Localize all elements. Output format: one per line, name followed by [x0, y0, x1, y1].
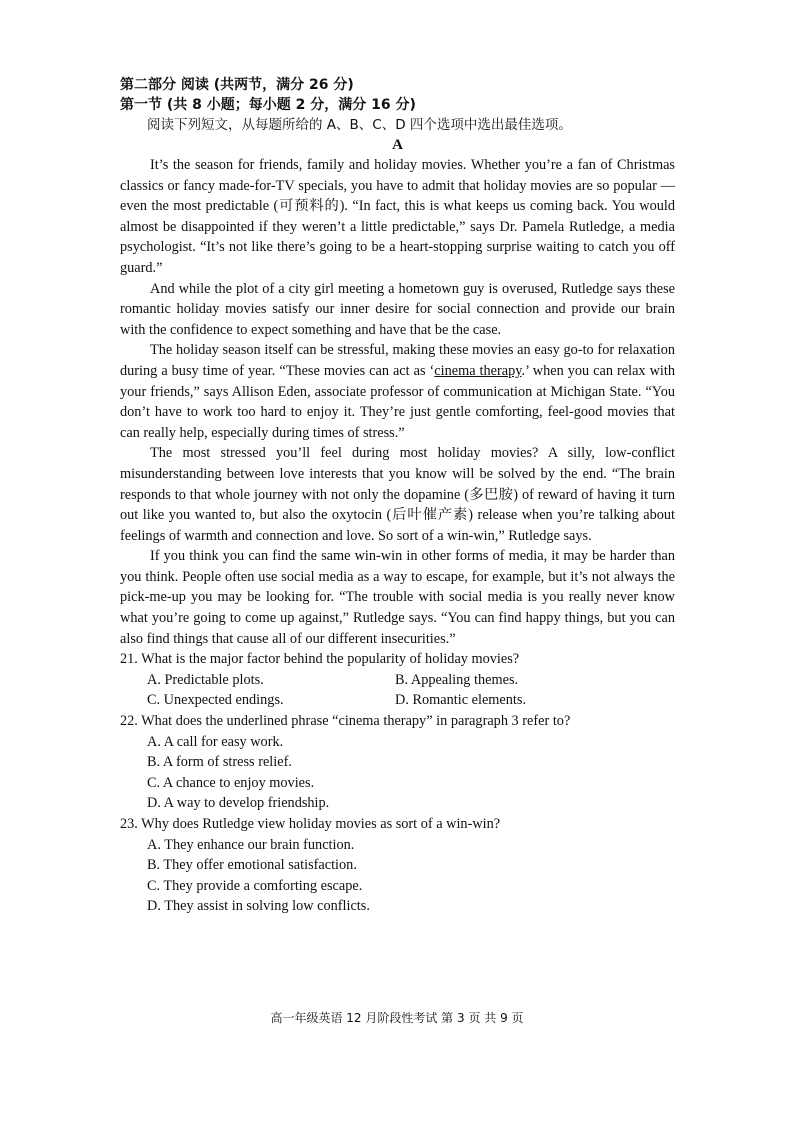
option-a: A. A call for easy work.: [147, 733, 284, 750]
underlined-phrase: cinema therapy: [434, 362, 522, 379]
paragraph-1: It’s the season for friends, family and holiday movies. Whether you’re a fan of Christmas classics or fancy made-for-TV specials, you have to admit that holiday movies are so popular — even the most predictable (可预料的). “In fact, this is what keeps us coming back. You would almost be disappointed if they weren’t a little predictable,” says Dr. Pamela Rutledge, a media psychologist. “It’s not like there’s going to be a heart-stopping surprise waiting to catch you off guard.”: [120, 157, 675, 276]
option-c: C. A chance to enjoy movies.: [147, 774, 315, 791]
question-stem: 22. What does the underlined phrase “cinema therapy” in paragraph 3 refer to?: [120, 713, 571, 730]
option-b: B. A form of stress relief.: [147, 754, 292, 771]
instruction: 阅读下列短文，从每题所给的 A、B、C、D 四个选项中选出最佳选项。: [147, 117, 572, 133]
option-d: D. Romantic elements.: [395, 692, 527, 709]
option-b: B. They offer emotional satisfaction.: [147, 857, 357, 874]
passage-label: A: [392, 137, 403, 153]
options-list: [120, 732, 675, 814]
option-c: C. They provide a comforting escape.: [147, 877, 363, 894]
question-22: [120, 711, 675, 814]
option-a: A. They enhance our brain function.: [147, 836, 355, 853]
option-b: B. Appealing themes.: [395, 671, 519, 688]
option-d: D. They assist in solving low conflicts.: [147, 898, 370, 915]
paragraph-5: If you think you can find the same win-win in other forms of media, it may be harder than you think. People often use social media as a way to escape, for example, but it’s not always the pick-me-up you may be looking for. “The trouble with social media is you really never know what you’re going to come up against,” Rutledge says. “You can find happy things, but you can also find things that cause all of our different insecurities.”: [120, 548, 675, 647]
option-d: D. A way to develop friendship.: [147, 795, 330, 812]
section-title: 第一节 (共 8 小题；每小题 2 分，满分 16 分): [120, 97, 416, 113]
options-list: [120, 835, 675, 917]
paragraph-3: [120, 340, 675, 443]
part-title: 第二部分 阅读 (共两节，满分 26 分): [120, 77, 354, 93]
options-grid: [120, 670, 675, 711]
question-stem: 23. Why does Rutledge view holiday movies as sort of a win-win?: [120, 816, 501, 832]
paragraph-3-text-after: .’ when you can relax with your friends,” says Allison Eden, associate professor of communication at Michigan State. “You don’t have to work too hard to enjoy it. They’re just gentle comforting, feel-good movies that can really help, especially during times of stress.”: [120, 362, 675, 441]
page-content: [120, 75, 675, 917]
page-footer: 高一年级英语 12 月阶段性考试 第 3 页 共 9 页: [270, 1011, 524, 1025]
question-stem: 21. What is the major factor behind the popularity of holiday movies?: [120, 651, 520, 668]
option-a: A. Predictable plots.: [147, 671, 264, 688]
paragraph-3-text-before: The holiday season itself can be stressful, making these movies an easy go-to for relaxation during a busy time of year. “These movies can act as ‘: [120, 342, 675, 379]
option-c: C. Unexpected endings.: [147, 692, 284, 709]
paragraph-2: And while the plot of a city girl meeting a hometown guy is overused, Rutledge says these romantic holiday movies satisfy our inner desire for social connection and provide our brain with the confidence to expect something and have that be the case.: [120, 280, 675, 338]
question-21: [120, 649, 675, 711]
paragraph-4: The most stressed you’ll feel during most holiday movies? A silly, low-conflict misunderstanding between love interests that you know will be solved by the end. “The brain responds to that whole journey with not only the dopamine (多巴胺) of reward of having it turn out like you wanted to, but also the oxytocin (后叶催产素) release when you’re talking about feelings of warmth and connection and love. So sort of a win-win,” Rutledge says.: [120, 445, 675, 544]
question-23: [120, 814, 675, 917]
